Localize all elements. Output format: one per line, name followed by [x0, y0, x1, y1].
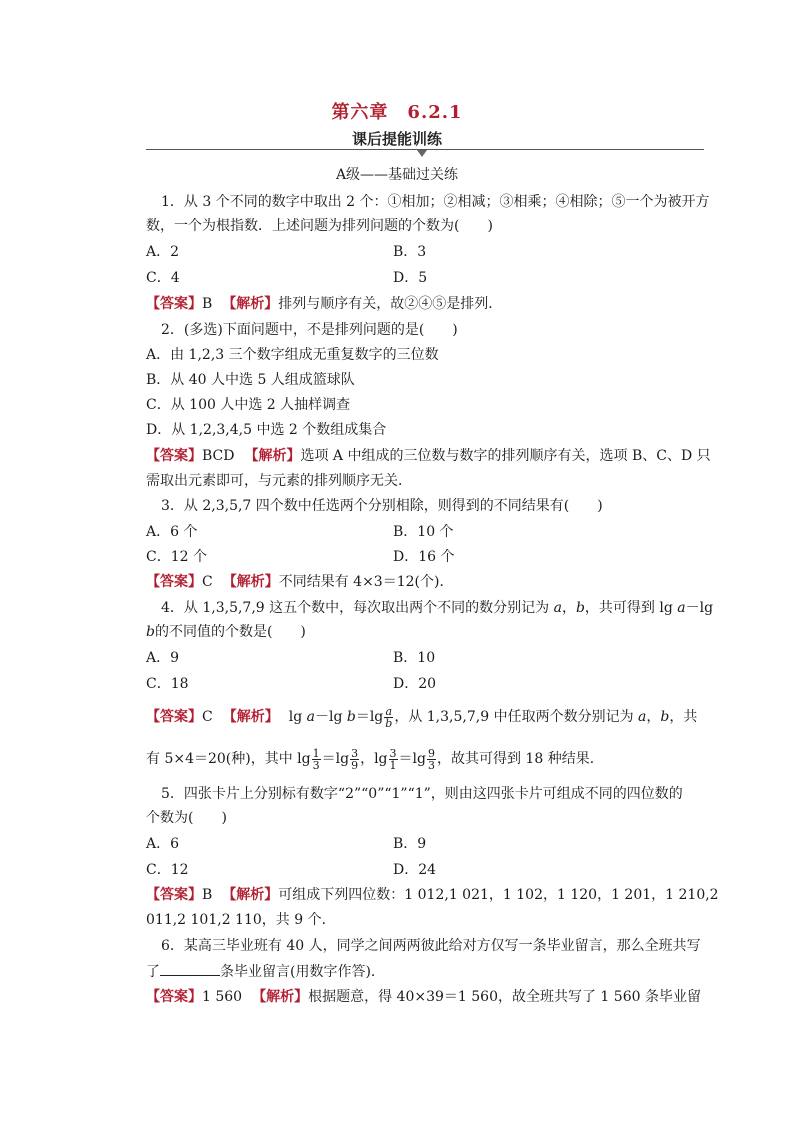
option-b: B．3 [393, 244, 427, 260]
analysis-label: 【解析】 [222, 709, 279, 725]
fraction-numerator: 3 [389, 746, 397, 760]
analysis-text: 不同结果有 4×3＝12(个)． [278, 574, 454, 590]
option-a: A．9 [146, 650, 180, 666]
fraction [389, 748, 398, 771]
fraction [350, 748, 359, 771]
option-d: D．16 个 [393, 549, 455, 565]
analysis-label: 【解析】 [222, 887, 279, 903]
answer-3 [146, 572, 453, 592]
question-1-text-cont: 数，一个为根指数．上述问题为排列问题的个数为( ) [146, 218, 493, 234]
answer-value: C [202, 709, 213, 725]
answer-6 [146, 987, 701, 1007]
analysis-text: 有 5×4＝20(种)，其中 lg [146, 751, 311, 767]
analysis-text: 可组成下列四位数：1 012,1 021，1 102，1 120，1 201，1 210,2 [278, 887, 719, 903]
option-c: C．18 [146, 676, 189, 692]
option-b: B．10 个 [393, 524, 454, 540]
option-b: B．从 40 人中选 5 人组成篮球队 [146, 372, 355, 388]
var-a: a [677, 600, 686, 616]
option-d: D．24 [393, 862, 437, 878]
question-2-text: 2．(多选)下面问题中，不是排列问题的是( ) [161, 322, 458, 338]
q4-text-part: 4．从 1,3,5,7,9 这五个数中，每次取出两个不同的数分别记为 [161, 600, 554, 616]
option-a: A．6 [146, 836, 180, 852]
fraction-denominator: 1 [389, 758, 397, 772]
answer-1 [146, 294, 502, 314]
var-b: b [346, 709, 356, 725]
option-a: A．6 个 [146, 524, 198, 540]
analysis-text: ，从 1,3,5,7,9 中任取两个数分别记为 [394, 709, 639, 725]
analysis-text: ，共 [669, 709, 698, 725]
fraction-numerator: a [385, 704, 393, 718]
question-6-text: 6．某高三毕业班有 40 人，同学之间两两彼此给对方仅写一条毕业留言，那么全班共写 [161, 938, 701, 954]
option-b: B．9 [393, 836, 427, 852]
answer-5 [146, 885, 719, 905]
fraction [312, 748, 321, 771]
option-c: C．4 [146, 270, 180, 286]
var-a: a [553, 600, 562, 616]
answer-value: C [202, 574, 213, 590]
chapter-title: 第六章 6.2.1 [331, 102, 463, 123]
answer-blank[interactable] [160, 961, 220, 976]
option-c: C．12 个 [146, 549, 207, 565]
q6-text-part: 了 [146, 964, 160, 980]
answer-label: 【答案】 [146, 448, 202, 464]
analysis-text: ，lg [360, 751, 388, 767]
rule-marker-icon [417, 150, 427, 157]
question-4-text [161, 598, 713, 618]
answer-label: 【答案】 [146, 989, 202, 1005]
q4-text-part: ，共可得到 lg [584, 600, 678, 616]
analysis-label: 【解析】 [244, 448, 301, 464]
analysis-text: 排列与顺序有关，故②④⑤是排列． [278, 296, 503, 312]
var-b: b [146, 624, 155, 640]
analysis-text: －lg [314, 709, 347, 725]
question-5-text-cont: 个数为( ) [146, 810, 227, 826]
answer-4 [146, 702, 697, 732]
analysis-label: 【解析】 [222, 574, 279, 590]
analysis-text: lg [288, 709, 307, 725]
answer-label: 【答案】 [146, 709, 202, 725]
fraction-denominator: 3 [312, 758, 320, 772]
analysis-text: ＝lg [398, 751, 426, 767]
option-a: A．2 [146, 244, 180, 260]
comma: ， [646, 709, 661, 725]
answer-label: 【答案】 [146, 887, 202, 903]
option-c: C．12 [146, 862, 189, 878]
fraction [427, 748, 436, 771]
fraction-numerator: 1 [312, 746, 320, 760]
option-d: D．20 [393, 676, 437, 692]
answer-value: B [202, 296, 213, 312]
answer-value: 1 560 [202, 989, 243, 1005]
fraction-a-over-b [384, 706, 393, 729]
analysis-text: 根据题意，得 40×39＝1 560，故全班共写了 1 560 条毕业留 [308, 989, 701, 1005]
question-6-text-cont [146, 961, 385, 982]
fraction-numerator: 3 [351, 746, 359, 760]
question-5-text: 5．四张卡片上分别标有数字“2”“0”“1”“1”，则由这四张卡片可组成不同的四位数的 [161, 786, 683, 802]
var-b: b [575, 600, 585, 616]
analysis-label: 【解析】 [252, 989, 309, 1005]
var-a: a [306, 709, 315, 725]
analysis-text-cont [146, 745, 604, 773]
analysis-text: ＝lg [321, 751, 350, 767]
fraction-denominator: 3 [427, 758, 435, 772]
analysis-text-cont: 需取出元素即可，与元素的排列顺序无关． [146, 473, 412, 489]
section-subtitle: 课后提能训练 [351, 130, 442, 148]
option-a: A．由 1,2,3 三个数字组成无重复数字的三位数 [146, 347, 439, 363]
question-1-text: 1．从 3 个不同的数字中取出 2 个：①相加；②相减；③相乘；④相除；⑤一个为被开方 [161, 194, 710, 210]
question-4-text-cont [146, 622, 306, 642]
level-heading: A级——基础过关练 [335, 167, 459, 183]
answer-2 [146, 446, 711, 466]
analysis-text-cont: 011,2 101,2 110，共 9 个． [146, 912, 336, 928]
answer-label: 【答案】 [146, 296, 202, 312]
fraction-numerator: 9 [427, 746, 435, 760]
answer-label: 【答案】 [146, 574, 202, 590]
analysis-text: ＝lg [355, 709, 384, 725]
q4-text-part: 的不同值的个数是( ) [154, 624, 306, 640]
option-c: C．从 100 人中选 2 人抽样调查 [146, 397, 351, 413]
analysis-text: 选项 A 中组成的三位数与数字的排列顺序有关，选项 B、C、D 只 [300, 448, 711, 464]
option-b: B．10 [393, 650, 436, 666]
answer-value: BCD [202, 448, 235, 464]
analysis-label: 【解析】 [222, 296, 279, 312]
fraction-denominator: b [385, 716, 393, 730]
answer-value: B [202, 887, 213, 903]
var-b: b [660, 709, 670, 725]
var-a: a [638, 709, 647, 725]
question-3-text: 3．从 2,3,5,7 四个数中任选两个分别相除，则得到的不同结果有( ) [161, 498, 603, 514]
q6-text-part: 条毕业留言(用数字作答)． [220, 964, 385, 980]
option-d: D．5 [393, 270, 428, 286]
comma: ， [561, 600, 576, 616]
option-d: D．从 1,2,3,4,5 中选 2 个数组成集合 [146, 422, 387, 438]
analysis-text: ，故其可得到 18 种结果． [436, 751, 604, 767]
q4-text-part: －lg [685, 600, 714, 616]
fraction-denominator: 9 [351, 758, 359, 772]
